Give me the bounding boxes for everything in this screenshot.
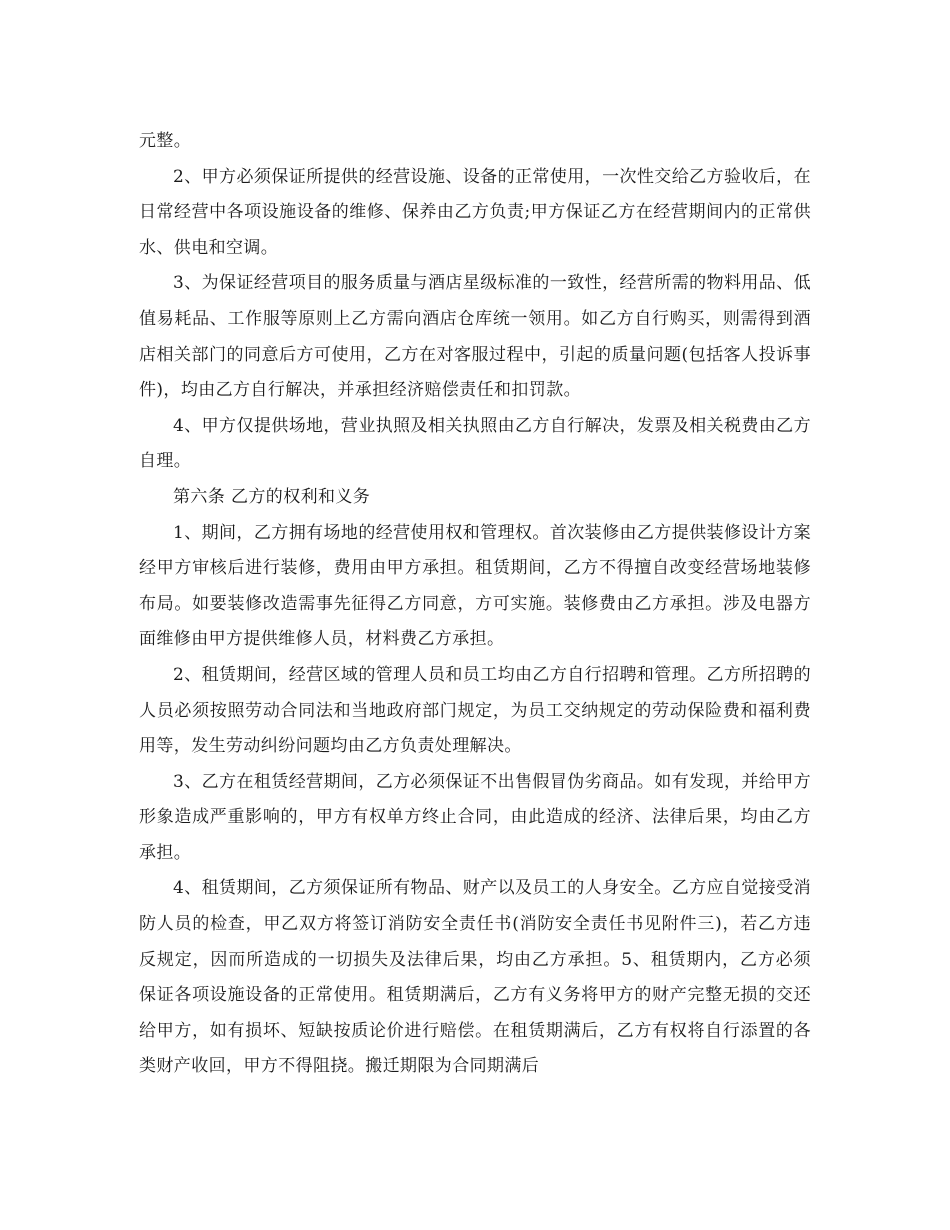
paragraph-counterfeit-goods: 3、乙方在租赁经营期间，乙方必须保证不出售假冒伪劣商品。如有发现，并给甲方形象造成严重影响的，甲方有权单方终止合同，由此造成的经济、法律后果，均由乙方承担。	[139, 771, 811, 863]
paragraph-staff-management: 2、租赁期间，经营区域的管理人员和员工均由乙方自行招聘和管理。乙方所招聘的人员必须按照劳动合同法和当地政府部门规定，为员工交纳规定的劳动保险费和福利费用等，发生劳动纠纷问题均由乙方负责处理解决。	[139, 664, 811, 757]
paragraph-amount-end: 元整。	[139, 131, 192, 151]
paragraph-party-a-facilities: 2、甲方必须保证所提供的经营设施、设备的正常使用，一次性交给乙方验收后，在日常经营中各项设施设备的维修、保养由乙方负责;甲方保证乙方在经营期间内的正常供水、供电和空调。	[139, 166, 811, 258]
paragraph-safety-and-property: 4、租赁期间，乙方须保证所有物品、财产以及员工的人身安全。乙方应自觉接受消防人员的检查，甲乙双方将签订消防安全责任书(消防安全责任书见附件三)，若乙方违反规定，因而所造成的一切损失及法律后果，均由乙方承担。5、租赁期内，乙方必须保证各项设施设备的正常使用。租赁期满后，乙方有义务将甲方的财产完整无损的交还给甲方，如有损坏、短缺按质论价进行赔偿。在租赁期满后，乙方有权将自行添置的各类财产收回，甲方不得阻挠。搬迁期限为合同期满后	[139, 878, 811, 1077]
paragraph-service-quality: 3、为保证经营项目的服务质量与酒店星级标准的一致性，经营所需的物料用品、低值易耗品、工作服等原则上乙方需向酒店仓库统一领用。如乙方自行购买，则需得到酒店相关部门的同意后方可使用，乙方在对客服过程中，引起的质量问题(包括客人投诉事件)，均由乙方自行解决，并承担经济赔偿责任和扣罚款。	[139, 273, 811, 401]
paragraph-venue-license: 4、甲方仅提供场地，营业执照及相关执照由乙方自行解决，发票及相关税费由乙方自理。	[139, 415, 811, 472]
section-heading-article-six: 第六条 乙方的权利和义务	[173, 486, 371, 507]
paragraph-usage-rights: 1、期间，乙方拥有场地的经营使用权和管理权。首次装修由乙方提供装修设计方案经甲方审核后进行装修，费用由甲方承担。租赁期间，乙方不得擅自改变经营场地装修布局。如要装修改造需事先征得乙方同意，方可实施。装修费由乙方承担。涉及电器方面维修由甲方提供维修人员，材料费乙方承担。	[139, 522, 811, 650]
document-body	[139, 124, 811, 1085]
